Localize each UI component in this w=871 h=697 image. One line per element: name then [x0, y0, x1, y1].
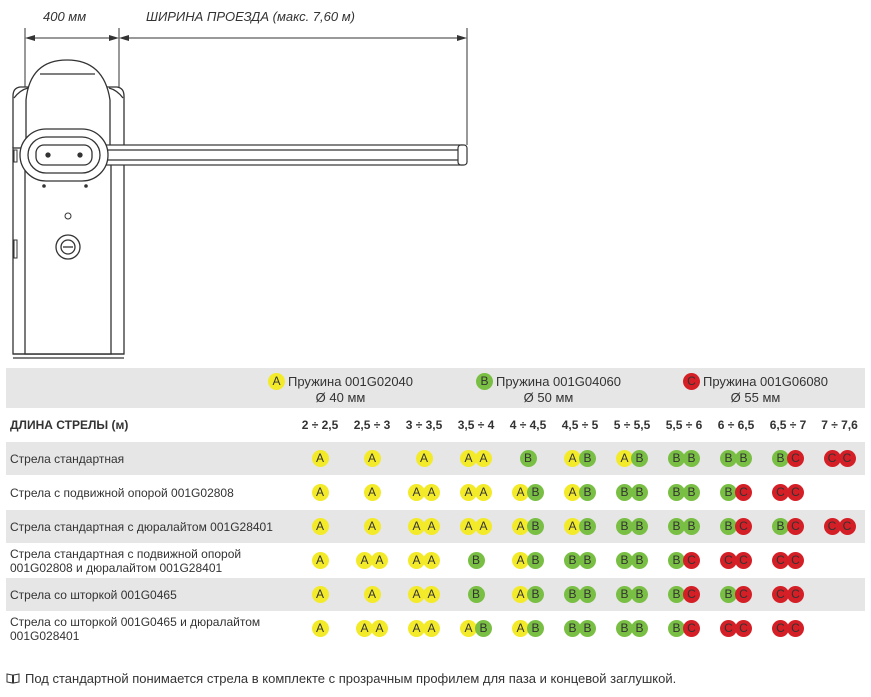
spring-cell	[502, 612, 554, 646]
spring-a-icon: A	[268, 373, 285, 390]
spring-b-icon: B	[631, 620, 648, 637]
spring-b-icon: B	[631, 450, 648, 467]
post-width-label: 400 мм	[43, 9, 87, 24]
spring-b-icon: B	[720, 518, 737, 535]
spring-a-icon: A	[356, 552, 373, 569]
spring-b-icon: B	[527, 620, 544, 637]
length-column-header: 3 ÷ 3,5	[405, 418, 443, 432]
spring-a-icon: A	[512, 484, 529, 501]
spring-a-icon: A	[423, 552, 440, 569]
spring-b-icon: B	[668, 552, 685, 569]
table-row	[6, 612, 865, 646]
legend-spring-name: Пружина 001G04060	[496, 374, 622, 389]
spring-cell	[658, 476, 710, 510]
spring-cell	[398, 442, 450, 476]
spring-c-icon: C	[787, 552, 804, 569]
spring-a-icon: A	[312, 450, 329, 467]
length-column-header: 6,5 ÷ 7	[769, 418, 807, 432]
arm-type-label: Стрела с подвижной опорой 001G02808	[6, 476, 294, 510]
spring-b-icon: B	[668, 518, 685, 535]
length-column-header: 6 ÷ 6,5	[717, 418, 755, 432]
spring-cell	[658, 510, 710, 544]
spring-a-icon: A	[364, 450, 381, 467]
spring-cell	[346, 612, 398, 646]
spring-c-icon: C	[787, 484, 804, 501]
spring-c-icon: C	[735, 586, 752, 603]
spring-combination	[616, 552, 648, 569]
spring-cell	[606, 612, 658, 646]
spring-b-icon: B	[668, 586, 685, 603]
spring-c-icon: C	[772, 484, 789, 501]
spring-legend	[6, 368, 865, 408]
spring-b-icon: B	[520, 450, 537, 467]
spring-a-icon: A	[564, 518, 581, 535]
spring-combination	[312, 450, 329, 467]
spring-b-icon: B	[579, 586, 596, 603]
spring-c-icon: C	[839, 518, 856, 535]
legend-item-a	[268, 373, 413, 405]
spring-cell	[814, 510, 865, 544]
spring-a-icon: A	[312, 620, 329, 637]
spring-b-icon: B	[616, 552, 633, 569]
length-column-header: 4,5 ÷ 5	[561, 418, 599, 432]
spring-cell	[294, 476, 346, 510]
spring-combination	[720, 620, 752, 637]
spring-a-icon: A	[423, 620, 440, 637]
spring-cell	[762, 612, 814, 646]
spring-combination	[460, 484, 492, 501]
spring-combination	[468, 586, 485, 603]
passage-width-label: ШИРИНА ПРОЕЗДА (макс. 7,60 м)	[146, 9, 355, 24]
spring-combination	[312, 552, 329, 569]
spring-combination	[356, 620, 388, 637]
spring-cell	[762, 476, 814, 510]
spring-cell	[554, 510, 606, 544]
spring-combination	[616, 450, 648, 467]
spring-a-icon: A	[408, 586, 425, 603]
spring-combination	[772, 518, 804, 535]
spring-b-icon: B	[631, 586, 648, 603]
spring-c-icon: C	[735, 620, 752, 637]
spring-c-icon: C	[683, 552, 700, 569]
spring-cell	[398, 578, 450, 612]
spring-combination	[512, 552, 544, 569]
legend-spring-diameter: Ø 40 мм	[315, 390, 366, 405]
spring-a-icon: A	[364, 518, 381, 535]
spring-b-icon: B	[631, 518, 648, 535]
spring-c-icon: C	[787, 450, 804, 467]
legend-item-b	[476, 373, 621, 405]
spring-b-icon: B	[579, 552, 596, 569]
spring-combination	[772, 484, 804, 501]
spring-combination	[356, 552, 388, 569]
spring-b-icon: B	[631, 484, 648, 501]
spring-b-icon: B	[668, 484, 685, 501]
spring-cell	[398, 510, 450, 544]
spring-a-icon: A	[408, 620, 425, 637]
spring-combination	[512, 620, 544, 637]
spring-cell	[450, 476, 502, 510]
spring-cell	[710, 544, 762, 578]
spring-a-icon: A	[475, 484, 492, 501]
spring-combination	[564, 450, 596, 467]
spring-c-icon: C	[787, 586, 804, 603]
spring-combination	[408, 484, 440, 501]
spring-c-icon: C	[787, 620, 804, 637]
spring-cell	[502, 476, 554, 510]
spring-cell	[346, 510, 398, 544]
spring-cell	[814, 612, 865, 646]
spring-combination	[772, 450, 804, 467]
spring-cell	[710, 612, 762, 646]
spring-a-icon: A	[408, 484, 425, 501]
spring-selection-table	[6, 368, 865, 645]
table-row	[6, 544, 865, 578]
spring-combination	[668, 552, 700, 569]
spring-b-icon: B	[468, 552, 485, 569]
spring-cell	[398, 612, 450, 646]
spring-cell	[762, 544, 814, 578]
spring-combination	[564, 518, 596, 535]
spring-b-icon: B	[527, 484, 544, 501]
spring-combination	[720, 552, 752, 569]
spring-a-icon: A	[312, 518, 329, 535]
spring-cell	[502, 544, 554, 578]
spring-c-icon: C	[787, 518, 804, 535]
spring-combination	[364, 586, 381, 603]
spring-combination	[564, 552, 596, 569]
spring-combination	[408, 552, 440, 569]
spring-c-icon: C	[772, 552, 789, 569]
spring-b-icon: B	[683, 518, 700, 535]
spring-combination	[512, 518, 544, 535]
spring-cell	[814, 544, 865, 578]
spring-combination	[416, 450, 433, 467]
table-body	[6, 442, 865, 645]
spring-combination	[512, 484, 544, 501]
spring-b-icon: B	[616, 518, 633, 535]
legend-spring-diameter: Ø 50 мм	[523, 390, 574, 405]
spring-cell	[450, 578, 502, 612]
spring-b-icon: B	[564, 552, 581, 569]
spring-cell	[294, 510, 346, 544]
legend-spring-name: Пружина 001G02040	[288, 374, 414, 389]
spring-combination	[564, 620, 596, 637]
spring-a-icon: A	[475, 518, 492, 535]
spring-c-icon: C	[824, 518, 841, 535]
spring-cell	[762, 442, 814, 476]
spring-a-icon: A	[408, 552, 425, 569]
spring-cell	[554, 578, 606, 612]
spring-combination	[616, 586, 648, 603]
spring-a-icon: A	[475, 450, 492, 467]
arm-type-label: Стрела со шторкой 001G0465 и дюралайтом 001G028401	[6, 612, 294, 646]
spring-combination	[720, 450, 752, 467]
spring-c-icon: C	[839, 450, 856, 467]
spring-b-icon: B	[683, 484, 700, 501]
spring-cell	[710, 510, 762, 544]
spring-combination	[460, 518, 492, 535]
spring-cell	[502, 510, 554, 544]
arm-length-table	[6, 408, 865, 645]
spring-a-icon: A	[312, 586, 329, 603]
lock-icon	[56, 235, 80, 259]
spring-combination	[668, 484, 700, 501]
table-row	[6, 476, 865, 510]
spring-cell	[606, 476, 658, 510]
spring-cell	[762, 510, 814, 544]
spring-cell	[294, 612, 346, 646]
spring-b-icon: B	[468, 586, 485, 603]
spring-combination	[468, 552, 485, 569]
spring-c-icon: C	[683, 620, 700, 637]
spring-cell	[606, 544, 658, 578]
spring-combination	[720, 518, 752, 535]
spring-combination	[408, 586, 440, 603]
spring-b-icon: B	[668, 450, 685, 467]
arm-type-label: Стрела стандартная с подвижной опорой 001G02808 и дюралайтом 001G28401	[6, 544, 294, 578]
spring-cell	[398, 476, 450, 510]
spring-b-icon: B	[720, 450, 737, 467]
spring-b-icon: B	[720, 586, 737, 603]
spring-c-icon: C	[720, 620, 737, 637]
spring-b-icon: B	[564, 620, 581, 637]
spring-a-icon: A	[364, 484, 381, 501]
spring-a-icon: A	[356, 620, 373, 637]
spring-cell	[450, 442, 502, 476]
spring-a-icon: A	[460, 518, 477, 535]
spring-cell	[450, 510, 502, 544]
spring-c-icon: C	[735, 484, 752, 501]
spring-combination	[720, 586, 752, 603]
spring-combination	[312, 586, 329, 603]
spring-combination	[772, 586, 804, 603]
spring-combination	[564, 586, 596, 603]
spring-c-icon: C	[735, 518, 752, 535]
spring-combination	[824, 518, 856, 535]
spring-a-icon: A	[416, 450, 433, 467]
spring-b-icon: B	[772, 450, 789, 467]
spring-b-icon: B	[631, 552, 648, 569]
spring-combination	[668, 620, 700, 637]
spring-c-icon: C	[735, 552, 752, 569]
spring-combination	[312, 518, 329, 535]
spring-combination	[520, 450, 537, 467]
spring-a-icon: A	[423, 518, 440, 535]
spring-a-icon: A	[312, 552, 329, 569]
spring-cell	[710, 442, 762, 476]
spring-a-icon: A	[512, 586, 529, 603]
spring-combination	[720, 484, 752, 501]
spring-a-icon: A	[364, 586, 381, 603]
spring-combination	[668, 518, 700, 535]
spring-combination	[772, 552, 804, 569]
spring-cell	[814, 442, 865, 476]
spring-combination	[460, 450, 492, 467]
spring-a-icon: A	[564, 484, 581, 501]
arm-type-label: Стрела стандартная с дюралайтом 001G28401	[6, 510, 294, 544]
spring-cell	[814, 578, 865, 612]
spring-b-icon: B	[475, 620, 492, 637]
spring-b-icon: B	[579, 484, 596, 501]
spring-combination	[616, 484, 648, 501]
length-column-header: 3,5 ÷ 4	[457, 418, 495, 432]
spring-b-icon: B	[720, 484, 737, 501]
spring-cell	[346, 442, 398, 476]
boom-arm	[100, 145, 467, 165]
spring-combination	[512, 586, 544, 603]
spring-cell	[554, 544, 606, 578]
spring-combination	[408, 518, 440, 535]
legend-spring-name: Пружина 001G06080	[703, 374, 829, 389]
spring-a-icon: A	[512, 552, 529, 569]
spring-c-icon: C	[683, 586, 700, 603]
spring-combination	[668, 586, 700, 603]
legend-spring-diameter: Ø 55 мм	[730, 390, 781, 405]
spring-b-icon: B	[476, 373, 493, 390]
spring-cell	[606, 442, 658, 476]
arm-length-header: ДЛИНА СТРЕЛЫ (м)	[10, 418, 129, 432]
spring-cell	[762, 578, 814, 612]
spring-b-icon: B	[579, 620, 596, 637]
spring-a-icon: A	[512, 620, 529, 637]
spring-a-icon: A	[460, 484, 477, 501]
length-column-header: 4 ÷ 4,5	[509, 418, 547, 432]
arm-type-label: Стрела стандартная	[6, 442, 294, 476]
spring-cell	[710, 476, 762, 510]
spring-cell	[814, 476, 865, 510]
spring-cell	[554, 612, 606, 646]
spring-combination	[364, 484, 381, 501]
spring-combination	[364, 450, 381, 467]
spring-c-icon: C	[772, 620, 789, 637]
spring-a-icon: A	[460, 450, 477, 467]
spring-cell	[606, 578, 658, 612]
spring-b-icon: B	[579, 450, 596, 467]
book-icon	[6, 673, 20, 684]
spring-cell	[554, 442, 606, 476]
spring-b-icon: B	[527, 586, 544, 603]
spring-combination	[564, 484, 596, 501]
length-column-header: 2,5 ÷ 3	[353, 418, 391, 432]
arm-type-label: Стрела со шторкой 001G0465	[6, 578, 294, 612]
spring-combination	[616, 620, 648, 637]
spring-a-icon: A	[460, 620, 477, 637]
boom-mount	[20, 129, 108, 181]
spring-a-icon: A	[371, 620, 388, 637]
barrier-housing	[13, 60, 124, 358]
spring-b-icon: B	[616, 586, 633, 603]
spring-cell	[710, 578, 762, 612]
spring-a-icon: A	[512, 518, 529, 535]
spring-b-icon: B	[668, 620, 685, 637]
spring-cell	[294, 442, 346, 476]
spring-c-icon: C	[720, 552, 737, 569]
spring-a-icon: A	[371, 552, 388, 569]
spring-cell	[554, 476, 606, 510]
spring-cell	[294, 544, 346, 578]
spring-b-icon: B	[616, 484, 633, 501]
spring-c-icon: C	[772, 586, 789, 603]
spring-c-icon: C	[824, 450, 841, 467]
spring-cell	[346, 578, 398, 612]
length-column-header: 5 ÷ 5,5	[613, 418, 651, 432]
spring-cell	[294, 578, 346, 612]
spring-cell	[346, 544, 398, 578]
spring-cell	[502, 578, 554, 612]
spring-cell	[606, 510, 658, 544]
spring-cell	[658, 544, 710, 578]
table-header-row	[6, 408, 865, 442]
spring-b-icon: B	[527, 518, 544, 535]
spring-combination	[460, 620, 492, 637]
spring-b-icon: B	[579, 518, 596, 535]
spring-a-icon: A	[423, 484, 440, 501]
spring-cell	[658, 578, 710, 612]
spring-combination	[312, 484, 329, 501]
spring-combination	[772, 620, 804, 637]
spring-cell	[450, 612, 502, 646]
spring-combination	[668, 450, 700, 467]
spring-b-icon: B	[683, 450, 700, 467]
spring-b-icon: B	[616, 620, 633, 637]
spring-a-icon: A	[408, 518, 425, 535]
length-column-header: 7 ÷ 7,6	[821, 418, 858, 432]
spring-b-icon: B	[564, 586, 581, 603]
spring-cell	[346, 476, 398, 510]
spring-cell	[398, 544, 450, 578]
length-column-header: 5,5 ÷ 6	[665, 418, 703, 432]
spring-b-icon: B	[735, 450, 752, 467]
table-row	[6, 578, 865, 612]
table-row	[6, 510, 865, 544]
spring-b-icon: B	[527, 552, 544, 569]
spring-combination	[312, 620, 329, 637]
spring-cell	[502, 442, 554, 476]
table-row	[6, 442, 865, 476]
spring-a-icon: A	[616, 450, 633, 467]
footnote-text: Под стандартной понимается стрела в комплекте с прозрачным профилем для паза и концевой заглушкой.	[25, 671, 677, 686]
spring-combination	[408, 620, 440, 637]
legend-item-c	[683, 373, 828, 405]
spring-combination	[616, 518, 648, 535]
spring-combination	[824, 450, 856, 467]
length-column-header: 2 ÷ 2,5	[301, 418, 339, 432]
spring-a-icon: A	[423, 586, 440, 603]
spring-cell	[658, 442, 710, 476]
spring-combination	[364, 518, 381, 535]
spring-c-icon: C	[683, 373, 700, 390]
spring-a-icon: A	[312, 484, 329, 501]
spring-b-icon: B	[772, 518, 789, 535]
spring-cell	[658, 612, 710, 646]
spring-cell	[450, 544, 502, 578]
spring-a-icon: A	[564, 450, 581, 467]
footnote	[6, 671, 676, 686]
